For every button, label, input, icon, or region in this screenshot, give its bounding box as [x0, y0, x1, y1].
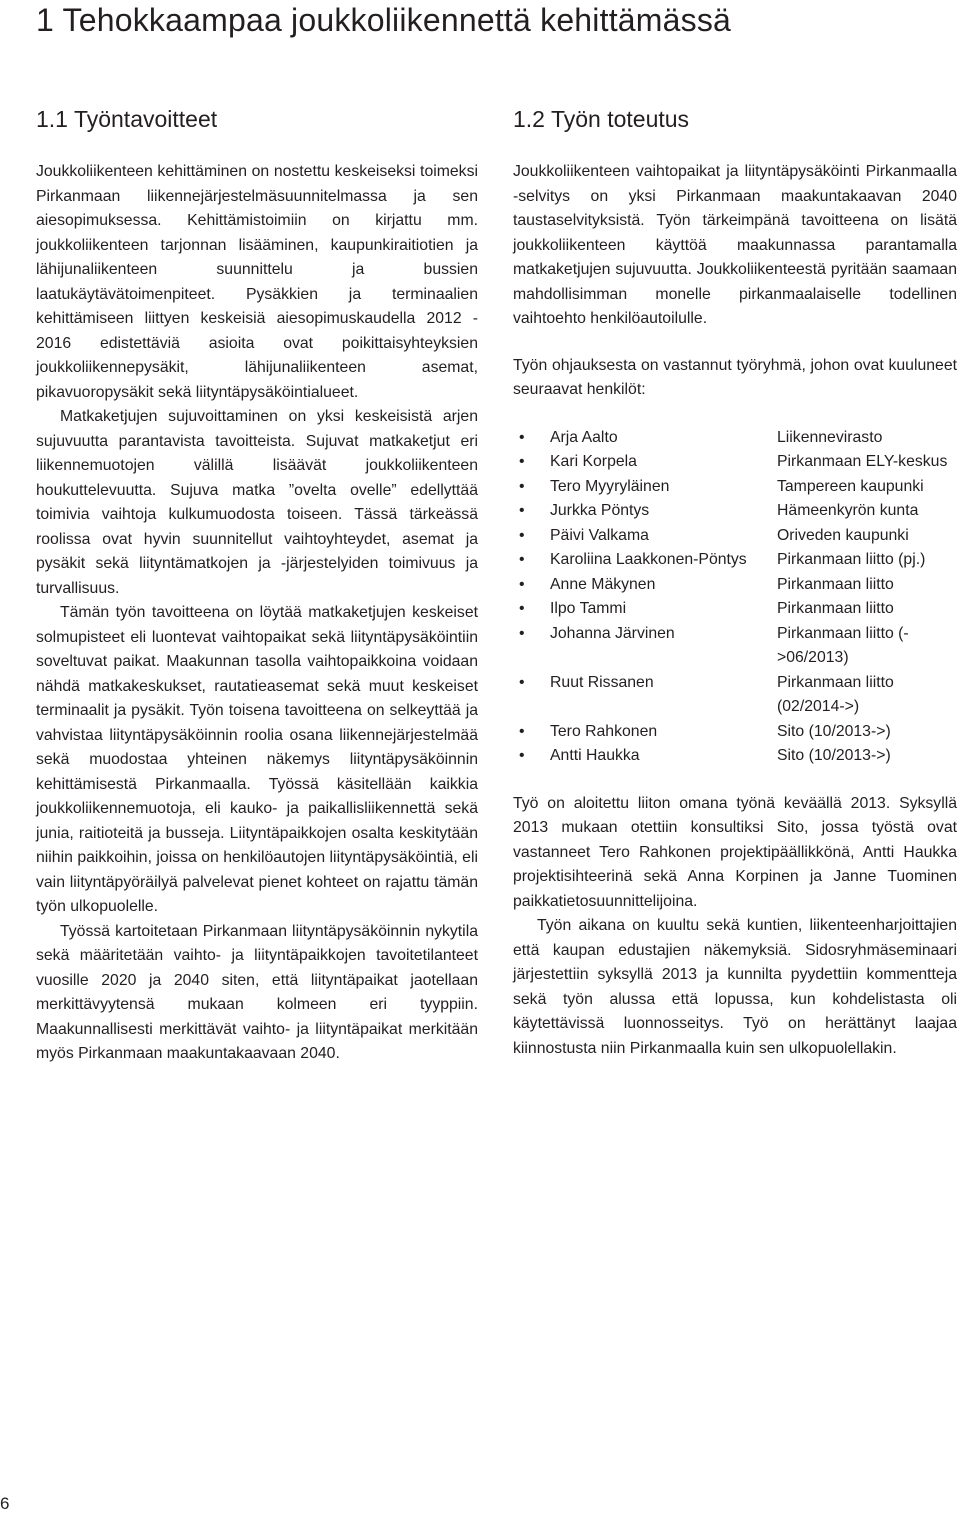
list-item: [513, 524, 957, 549]
bullet-icon: •: [519, 600, 525, 617]
list-item: [513, 475, 957, 500]
list-item: [513, 622, 957, 671]
bullet-icon: •: [519, 502, 525, 519]
list-item: [513, 720, 957, 745]
right-column: [513, 102, 957, 1061]
person-organization: Liikennevirasto: [777, 428, 883, 446]
bullet-icon: •: [519, 722, 525, 740]
bullet-icon: •: [519, 747, 525, 764]
person-name: Anne Mäkynen: [550, 575, 656, 593]
person-name: Karoliina Laakkonen-Pöntys: [550, 551, 747, 568]
bullet-icon: •: [519, 477, 525, 495]
person-name: Antti Haukka: [550, 747, 640, 764]
paragraph: Joukkoliikenteen kehittäminen on nostettu keskeiseksi toimeksi Pirkanmaan liikennejärjestelmäsuunnitelmassa ja sen aiesopimuksessa. Kehittämistoimiin on kirjattu mm. joukkoliikenteen tarjonnan lisääminen, kaupunkiraitiotien ja lähijunaliikenteen suunnittelu ja bussien laatukäytävätoimenpiteet. Pysäkkien ja terminaalien kehittämiseen liittyen keskeisiä aiesopimuskaudella 2012 - 2016 edistettäviä asioita ovat poikittaisyhteyksien joukkoliikennepysäkit, lähijunaliikenteen asemat, pikavuoropysäkit sekä liityntäpysäköintialueet.: [36, 163, 478, 401]
paragraph: Joukkoliikenteen vaihtopaikat ja liityntäpysäköinti Pirkanmaalla -selvitys on yksi Pirkanmaan maakuntakaavan 2040 taustaselvityksistä. Työn tärkeimpänä tavoitteena on lisätä joukkoliikenteen käyttöä maakunnassa parantamalla matkaketjujen sujuvuutta. Joukkoliikenteestä pyritään saamaan mahdollisimman monelle pirkanmaalaiselle todellinen vaihtoehto henkilöautoilulle.: [513, 163, 957, 327]
page-title: 1 Tehokkaampaa joukkoliikennettä kehittämässä: [36, 2, 732, 38]
person-name: Ilpo Tammi: [550, 600, 627, 617]
list-item: [513, 573, 957, 598]
paragraph: Työn ohjauksesta on vastannut työryhmä, johon ovat kuuluneet seuraavat henkilöt:: [513, 356, 957, 398]
person-name: Päivi Valkama: [550, 526, 649, 544]
list-item: [513, 671, 957, 720]
person-organization: Tampereen kaupunki: [777, 477, 924, 495]
steering-group-list: [513, 426, 957, 769]
bullet-icon: •: [519, 428, 525, 446]
list-item: [513, 597, 957, 622]
bullet-icon: •: [519, 624, 525, 642]
paragraph: Tämän työn tavoitteena on löytää matkaketjujen keskeiset solmupisteet eli luontevat vaihtopaikat sekä liityntäpysäköintiin soveltuvat paikat. Maakunnan tasolla vaihtopaikkoina voidaan nähdä matkakeskukset, rautatieasemat sekä muut keskeiset terminaalit ja pysäkit. Työn toisena tavoitteena on selkeyttää ja vahvistaa liityntäpysäköinnin roolia osana liikennejärjestelmää sekä muodostaa yhteinen näkemys liityntäpysäköinnin kehittämisestä Pirkanmaalla. Työssä käsitellään kaikkia joukkoliikennemuotoja, eli kauko- ja paikallisliikennettä sekä junia, raitioteitä ja busseja. Liityntäpaikkojen osalta keskitytään niihin paikkoihin, joissa on henkilöautojen liityntäpysäköintiä, eli vain liityntäpyöräilyä palvelevat pienet kohteet on rajattu tämän työn ulkopuolelle.: [36, 604, 478, 915]
person-organization: Pirkanmaan liitto: [777, 600, 894, 617]
bullet-icon: •: [519, 673, 525, 691]
person-name: Tero Myyryläinen: [550, 477, 670, 495]
page-number: 6: [0, 1494, 10, 1513]
person-name: Kari Korpela: [550, 453, 637, 470]
section-heading-tyontavoitteet: 1.1 Työntavoitteet: [36, 106, 218, 132]
paragraph: Matkaketjujen sujuvoittaminen on yksi keskeisistä arjen sujuvuutta parantavista tavoitteista. Sujuvat matkaketjut eri liikennemuotojen välillä lisäävät joukkoliikenteen houkuttelevuutta. Sujuva matka ”ovelta ovelle” edellyttää toimivia vaihtoja kulkumuodosta toiseen. Tässä tärkeässä roolissa ovat hyvin suunnitellut vaihtoyhteydet, asemat ja pysäkit sekä liityntämatkojen ja -järjestelyiden toimivuus ja turvallisuus.: [36, 408, 478, 597]
person-name: Johanna Järvinen: [550, 624, 675, 642]
person-name: Arja Aalto: [550, 428, 618, 446]
list-item: [513, 450, 957, 475]
person-organization: Pirkanmaan liitto (pj.): [777, 551, 926, 568]
section-heading-tyon-toteutus: 1.2 Työn toteutus: [513, 106, 690, 132]
bullet-icon: •: [519, 453, 525, 470]
person-name: Tero Rahkonen: [550, 722, 658, 740]
person-organization: Pirkanmaan ELY-keskus: [777, 453, 948, 470]
person-organization: Sito (10/2013->): [777, 722, 891, 740]
bullet-icon: •: [519, 551, 525, 568]
bullet-icon: •: [519, 526, 525, 544]
list-item: [513, 499, 957, 524]
person-organization: Oriveden kaupunki: [777, 526, 909, 544]
person-organization: Pirkanmaan liitto (02/2014->): [777, 673, 894, 715]
paragraph: Työssä kartoitetaan Pirkanmaan liityntäpysäköinnin nykytila sekä määritetään vaihto- ja liityntäpaikkojen tavoitetilanteet vuosille 2020 ja 2040 siten, että liityntäpaikat jaotellaan merkittävyytensä mukaan kolmeen eri tyyppiin. Maakunnallisesti merkittävät vaihto- ja liityntäpaikat merkitään myös Pirkanmaan maakuntakaavaan 2040.: [36, 922, 478, 1062]
left-column: [36, 102, 478, 1067]
person-organization: Hämeenkyrön kunta: [777, 502, 919, 519]
list-item: [513, 426, 957, 451]
person-name: Jurkka Pöntys: [550, 502, 650, 519]
person-organization: Sito (10/2013->): [777, 747, 891, 764]
list-item: [513, 548, 957, 573]
person-name: Ruut Rissanen: [550, 673, 654, 691]
person-organization: Pirkanmaan liitto (->06/2013): [777, 624, 909, 666]
paragraph: Työn aikana on kuultu sekä kuntien, liikenteenharjoittajien että kaupan edustajien näkemyksiä. Sidosryhmäseminaari järjestettiin syksyllä 2013 ja kunnilta pyydettiin kommentteja sekä työn alussa että lopussa, kun kohdelistasta oli käytettävissä luonnosseitys. Työ on herättänyt laajaa kiinnostusta niin Pirkanmaalla kuin sen ulkopuolellakin.: [513, 917, 957, 1057]
list-item: [513, 744, 957, 769]
person-organization: Pirkanmaan liitto: [777, 575, 894, 593]
paragraph: Työ on aloitettu liiton omana työnä keväällä 2013. Syksyllä 2013 mukaan otettiin konsultiksi Sito, jossa työstä ovat vastanneet Tero Rahkonen projektipäällikkönä, Antti Haukka projektisihteerinä sekä Anna Korpinen ja Janne Tuominen paikkatietosuunnittelijoina.: [513, 794, 957, 910]
bullet-icon: •: [519, 575, 525, 593]
